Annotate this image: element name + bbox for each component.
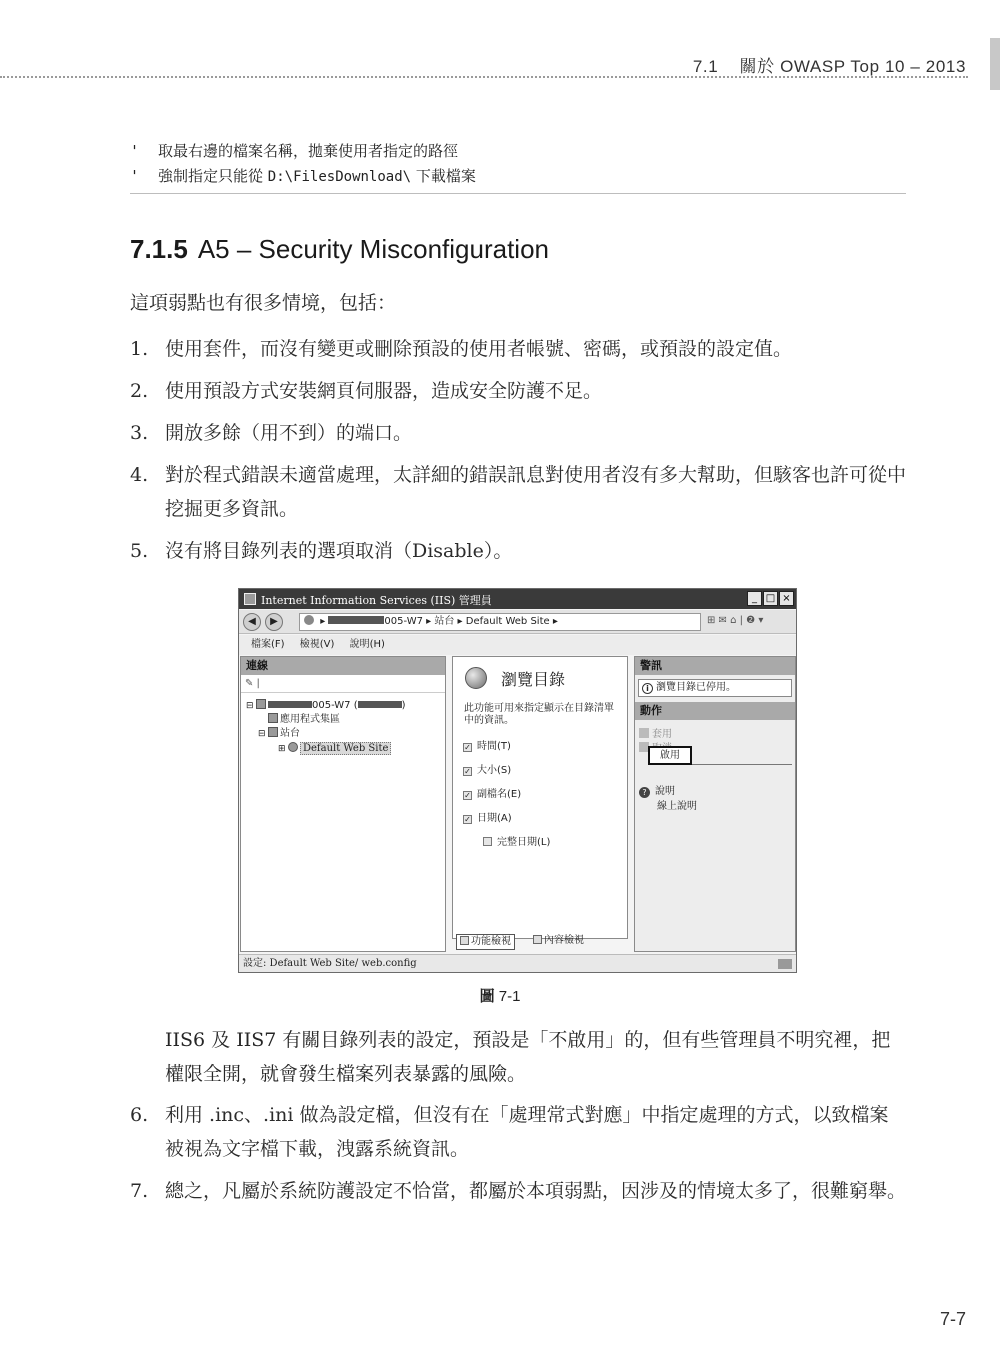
info-icon: i <box>642 683 653 694</box>
code-snippet <box>130 136 906 194</box>
window-controls <box>746 591 794 606</box>
option-size-checkbox[interactable]: ✓ 大小(S) <box>464 765 512 776</box>
back-arrow-icon[interactable]: ◀ <box>243 613 261 631</box>
code-comment: 下載檔案 <box>411 167 476 185</box>
thumb-tab <box>990 38 1000 90</box>
list-number: 5. <box>130 540 149 562</box>
breadcrumb-default-web-site[interactable]: Default Web Site <box>465 616 550 627</box>
connections-header: 連線 <box>241 657 445 675</box>
list-number: 7. <box>130 1180 149 1202</box>
tree-node-default-web-site[interactable]: ⊞ Default Web Site <box>278 742 391 756</box>
code-quote: ' <box>130 142 140 160</box>
running-header <box>693 52 966 77</box>
list-number: 6. <box>130 1104 149 1126</box>
checkbox-checked[interactable]: ✓ <box>464 767 471 776</box>
header-title: 關於 OWASP Top 10 – 2013 <box>739 57 966 76</box>
list-text: 使用預設方式安裝網頁伺服器，造成安全防護不足。 <box>165 380 603 402</box>
list-text: 總之，凡屬於系統防護設定不恰當，都屬於本項弱點，因涉及的情境太多了，很難窮舉。 <box>165 1180 907 1202</box>
minimize-button[interactable]: _ <box>747 591 762 606</box>
window-title: Internet Information Services (IIS) 管理員 <box>261 594 492 607</box>
alerts-header: 警訊 <box>635 657 795 675</box>
list-text: 利用 .inc、.ini 做為設定檔，但沒有在「處理常式對應」中指定處理的方式，以致檔案被視為文字檔下載，洩露系統資訊。 <box>165 1104 889 1160</box>
view-tabs <box>452 932 628 952</box>
tree-node-server[interactable]: ⊟ 005-W7 ( ) <box>246 700 406 711</box>
network-status-icon <box>778 959 792 969</box>
breadcrumb-host[interactable]: 005-W7 <box>384 616 423 627</box>
breadcrumb-separator: ▸ <box>552 616 558 627</box>
apply-icon <box>639 728 649 738</box>
breadcrumb-separator: ▸ <box>320 616 326 627</box>
sites-icon <box>268 727 278 737</box>
tab-content-view[interactable]: 內容檢視 <box>530 934 587 950</box>
close-button[interactable]: × <box>779 591 794 606</box>
menu-help[interactable]: 說明(H) <box>349 639 385 650</box>
app-pool-icon <box>268 713 278 723</box>
status-bar <box>239 954 796 972</box>
list-text: 使用套件，而沒有變更或刪除預設的使用者帳號、密碼，或預設的設定值。 <box>165 338 793 360</box>
checkbox-checked[interactable]: ✓ <box>464 791 471 800</box>
status-text: 設定: Default Web Site/ web.config <box>243 958 417 969</box>
checkbox-unchecked[interactable] <box>483 837 492 846</box>
breadcrumb-sites[interactable]: 站台 <box>434 616 455 627</box>
website-globe-icon <box>288 742 298 752</box>
header-section-ref: 7.1 <box>692 57 719 76</box>
code-comment: 強制指定只能從 <box>158 167 268 185</box>
menu-file[interactable]: 檔案(F) <box>251 639 285 650</box>
section-number: 7.1.5 <box>130 234 188 264</box>
option-extension-checkbox[interactable]: ✓ 副檔名(E) <box>464 789 522 800</box>
figure-note: IIS6 及 IIS7 有關目錄列表的設定，預設是「不啟用」的，但有些管理員不明究裡，把權限全開，就會發生檔案列表暴露的風險。 <box>165 1029 891 1085</box>
menu-bar <box>239 635 796 655</box>
connections-toolbar[interactable]: ✎ | <box>241 675 445 693</box>
code-line <box>130 140 458 164</box>
page-header <box>0 48 1000 88</box>
tab-features-view[interactable]: 功能檢視 <box>456 934 515 950</box>
actions-header: 動作 <box>635 702 795 720</box>
list-number: 1. <box>130 338 149 360</box>
tree-node-app-pools[interactable]: 應用程式集區 <box>268 713 340 726</box>
iis-logo-icon <box>244 593 256 605</box>
list-number: 2. <box>130 380 149 402</box>
action-help[interactable]: ? 說明 <box>639 782 675 798</box>
feature-title: 瀏覽目錄 <box>501 670 566 689</box>
redacted-user <box>358 701 402 708</box>
forward-arrow-icon[interactable]: ▶ <box>265 613 283 631</box>
connections-pane <box>240 656 446 952</box>
caption-label: 圖 <box>479 988 495 1005</box>
option-date-checkbox[interactable]: ✓ 日期(A) <box>464 813 512 824</box>
list-text: 開放多餘（用不到）的端口。 <box>165 422 413 444</box>
iis-manager-screenshot <box>238 588 797 973</box>
redacted-host <box>268 701 312 708</box>
feature-description: 此功能可用來指定顯示在目錄清單中的資訊。 <box>464 703 614 726</box>
menu-view[interactable]: 檢視(V) <box>299 639 335 650</box>
code-quote: ' <box>130 167 140 185</box>
collapse-icon[interactable]: ⊟ <box>258 729 266 739</box>
address-toolbar[interactable]: ⊞ ✉ ⌂ | ❷ ▾ <box>707 615 764 626</box>
alert-message: i 瀏覽目錄已停用。 <box>638 679 792 697</box>
header-divider <box>0 76 968 78</box>
feature-pane <box>452 656 628 939</box>
checkbox-checked[interactable]: ✓ <box>464 743 471 752</box>
code-comment: 取最右邊的檔案名稱，拋棄使用者指定的路徑 <box>158 142 459 160</box>
option-long-date-checkbox[interactable]: 完整日期(L) <box>483 833 550 848</box>
code-line <box>130 165 476 189</box>
address-bar <box>239 610 796 634</box>
list-number: 4. <box>130 464 149 486</box>
list-text: 對於程式錯誤未適當處理，太詳細的錯誤訊息對使用者沒有多大幫助，但駭客也許可從中挖掘更多資訊。 <box>165 464 907 520</box>
action-divider <box>692 764 792 765</box>
tree-node-sites[interactable]: ⊟ 站台 <box>258 728 300 739</box>
caption-number: 7-1 <box>498 988 521 1005</box>
action-apply[interactable]: 套用 <box>639 725 672 740</box>
option-time-checkbox[interactable]: ✓ 時間(T) <box>464 741 511 752</box>
figure-caption <box>0 985 1000 1006</box>
expand-icon[interactable]: ⊞ <box>278 744 286 754</box>
server-icon <box>256 699 266 709</box>
enable-button[interactable]: 啟用 <box>648 746 692 765</box>
page-number: 7-7 <box>939 1309 966 1329</box>
intro-paragraph: 這項弱點也有很多情境，包括： <box>130 292 397 314</box>
list-text: 沒有將目錄列表的選項取消（Disable）。 <box>165 540 513 562</box>
list-number: 3. <box>130 422 149 444</box>
content-view-icon <box>533 935 542 944</box>
globe-icon <box>304 615 314 625</box>
checkbox-checked[interactable]: ✓ <box>464 815 471 824</box>
redacted-host <box>328 616 384 624</box>
action-online-help[interactable]: 線上說明 <box>657 801 697 812</box>
help-icon: ? <box>639 787 650 798</box>
directory-browsing-icon <box>465 667 487 689</box>
code-path: D:\FilesDownload\ <box>267 169 412 185</box>
actions-pane <box>634 656 796 952</box>
breadcrumb-separator: ▸ <box>426 616 432 627</box>
breadcrumb-separator: ▸ <box>457 616 463 627</box>
section-title: A5 – Security Misconfiguration <box>197 234 549 264</box>
maximize-button[interactable]: □ <box>763 591 778 606</box>
collapse-icon[interactable]: ⊟ <box>246 701 254 711</box>
breadcrumb[interactable] <box>299 613 701 631</box>
window-titlebar <box>239 589 796 609</box>
features-view-icon <box>460 936 469 945</box>
section-heading <box>130 234 549 265</box>
